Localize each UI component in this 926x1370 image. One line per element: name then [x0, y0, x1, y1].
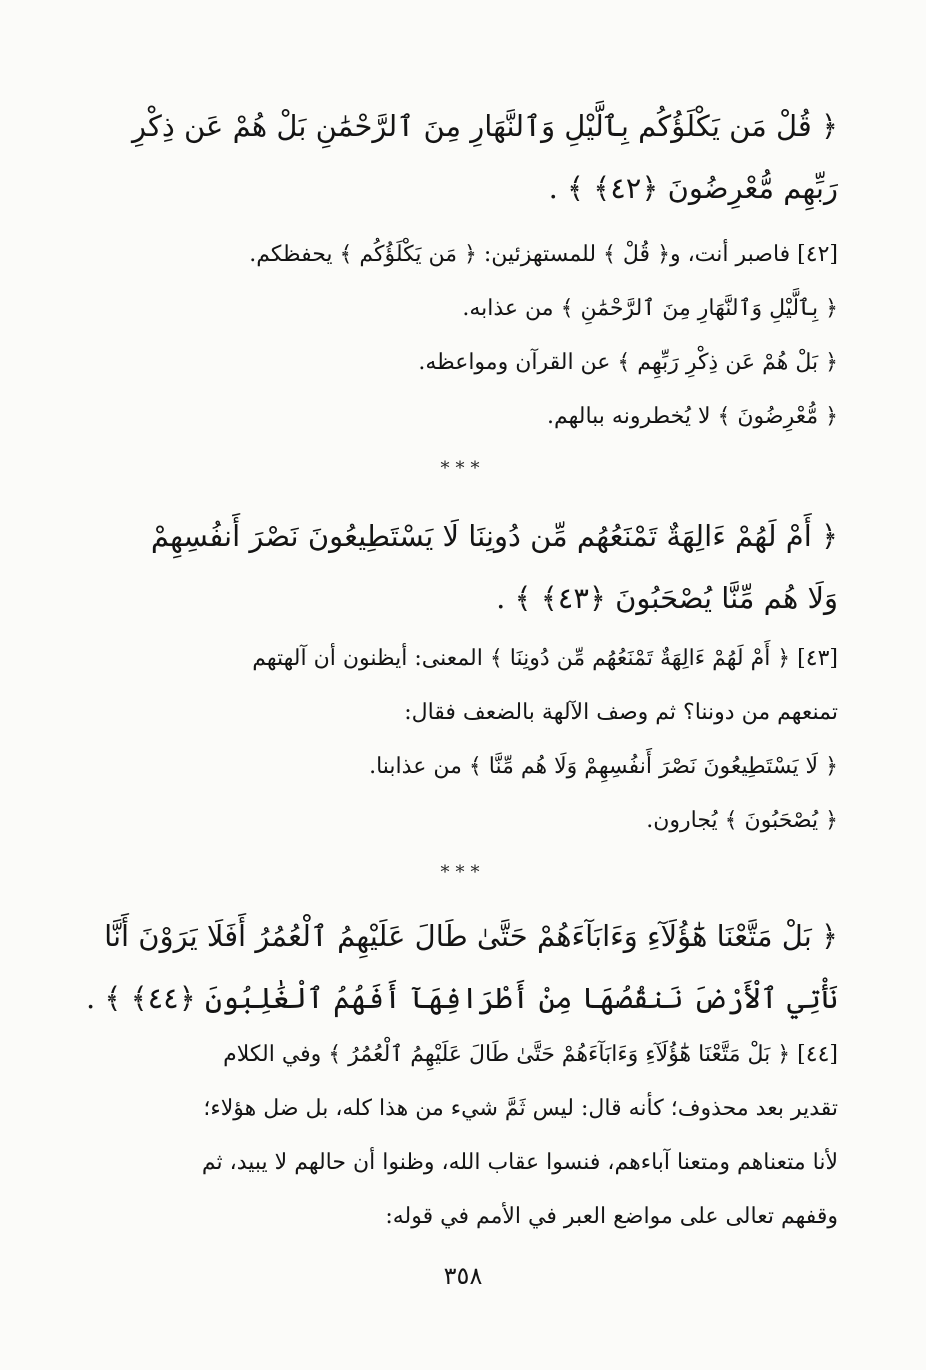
tafsir-line: وقفهم تعالى على مواضع العبر في الأمم في قوله: [385, 1204, 838, 1229]
tafsir-44 [93, 1028, 838, 1244]
ayah-line: وَلَا هُم مِّنَّا يُصْحَبُونَ ﴿٤٣﴾ ﴾ . [496, 581, 838, 615]
ayah-line: ﴿ أَمْ لَهُمْ ءَالِهَةٌ تَمْنَعُهُم مِّن دُونِنَا لَا يَسْتَطِيعُونَ نَصْرَ أَنفُسِهِمْ [150, 519, 838, 553]
tafsir-line: لأنا متعناهم ومتعنا آباءهم، فنسوا عقاب الله، وظنوا أن حالهم لا يبيد، ثم [201, 1150, 838, 1175]
tafsir-line: تمنعهم من دوننا؟ ثم وصف الآلهة بالضعف فقال: [404, 700, 838, 725]
ayah-44 [85, 905, 838, 1029]
ayah-line: نَأْتِي ٱلْأَرْضَ نَنقُصُهَا مِنْ أَطْرَافِهَآ أَفَهُمُ ٱلْغَٰلِبُونَ ﴿٤٤﴾ ﴾ . [85, 981, 838, 1015]
ayah-line: ﴿ بَلْ مَتَّعْنَا هَٰٓؤُلَآءِ وَءَابَآءَهُمْ حَتَّىٰ طَالَ عَلَيْهِمُ ٱلْعُمُرُ أَفَلَا يَرَوْنَ أَنَّا [104, 919, 838, 953]
page-number: ٣٥٨ [443, 1262, 483, 1290]
tafsir-line: ﴿ لَا يَسْتَطِيعُونَ نَصْرَ أَنفُسِهِمْ وَلَا هُم مِّنَّا ﴾ من عذابنا. [369, 754, 838, 779]
tafsir-line: [٤٣] ﴿ أَمْ لَهُمْ ءَالِهَةٌ تَمْنَعُهُم مِّن دُونِنَا ﴾ المعنى: أيظنون أن آلهتهم [252, 646, 838, 671]
section-separator: *** [440, 458, 486, 479]
tafsir-line: ﴿ مُّعْرِضُونَ ﴾ لا يُخطرونه ببالهم. [546, 404, 838, 429]
ayah-43 [93, 505, 838, 629]
tafsir-42 [93, 228, 838, 444]
section-separator: *** [440, 862, 486, 883]
ayah-line: ﴿ قُلْ مَن يَكْلَؤُكُم بِٱلَّيْلِ وَٱلنَّهَارِ مِنَ ٱلرَّحْمَٰنِ بَلْ هُمْ عَن ذِكْرِ [132, 109, 838, 143]
tafsir-line: [٤٢] فاصبر أنت، و﴿ قُلْ ﴾ للمستهزئين: ﴿ مَن يَكْلَؤُكُم ﴾ يحفظكم. [249, 242, 838, 267]
tafsir-line: [٤٤] ﴿ بَلْ مَتَّعْنَا هَٰٓؤُلَآءِ وَءَابَآءَهُمْ حَتَّىٰ طَالَ عَلَيْهِمُ ٱلْعُمُرُ ﴾ وفي الكلام [223, 1042, 838, 1067]
ayah-line: رَبِّهِم مُّعْرِضُونَ ﴿٤٢﴾ ﴾ . [548, 171, 838, 205]
tafsir-43 [93, 632, 838, 848]
tafsir-line: ﴿ يُصْحَبُونَ ﴾ يُجارون. [646, 808, 838, 833]
tafsir-line: ﴿ بِٱلَّيْلِ وَٱلنَّهَارِ مِنَ ٱلرَّحْمَٰنِ ﴾ من عذابه. [462, 296, 838, 321]
tafsir-line: تقدير بعد محذوف؛ كأنه قال: ليس ثَمَّ شيء من هذا كله، بل ضل هؤلاء؛ [203, 1096, 838, 1121]
ayah-42 [93, 95, 838, 219]
tafsir-line: ﴿ بَلْ هُمْ عَن ذِكْرِ رَبِّهِم ﴾ عن القرآن ومواعظه. [418, 350, 838, 375]
